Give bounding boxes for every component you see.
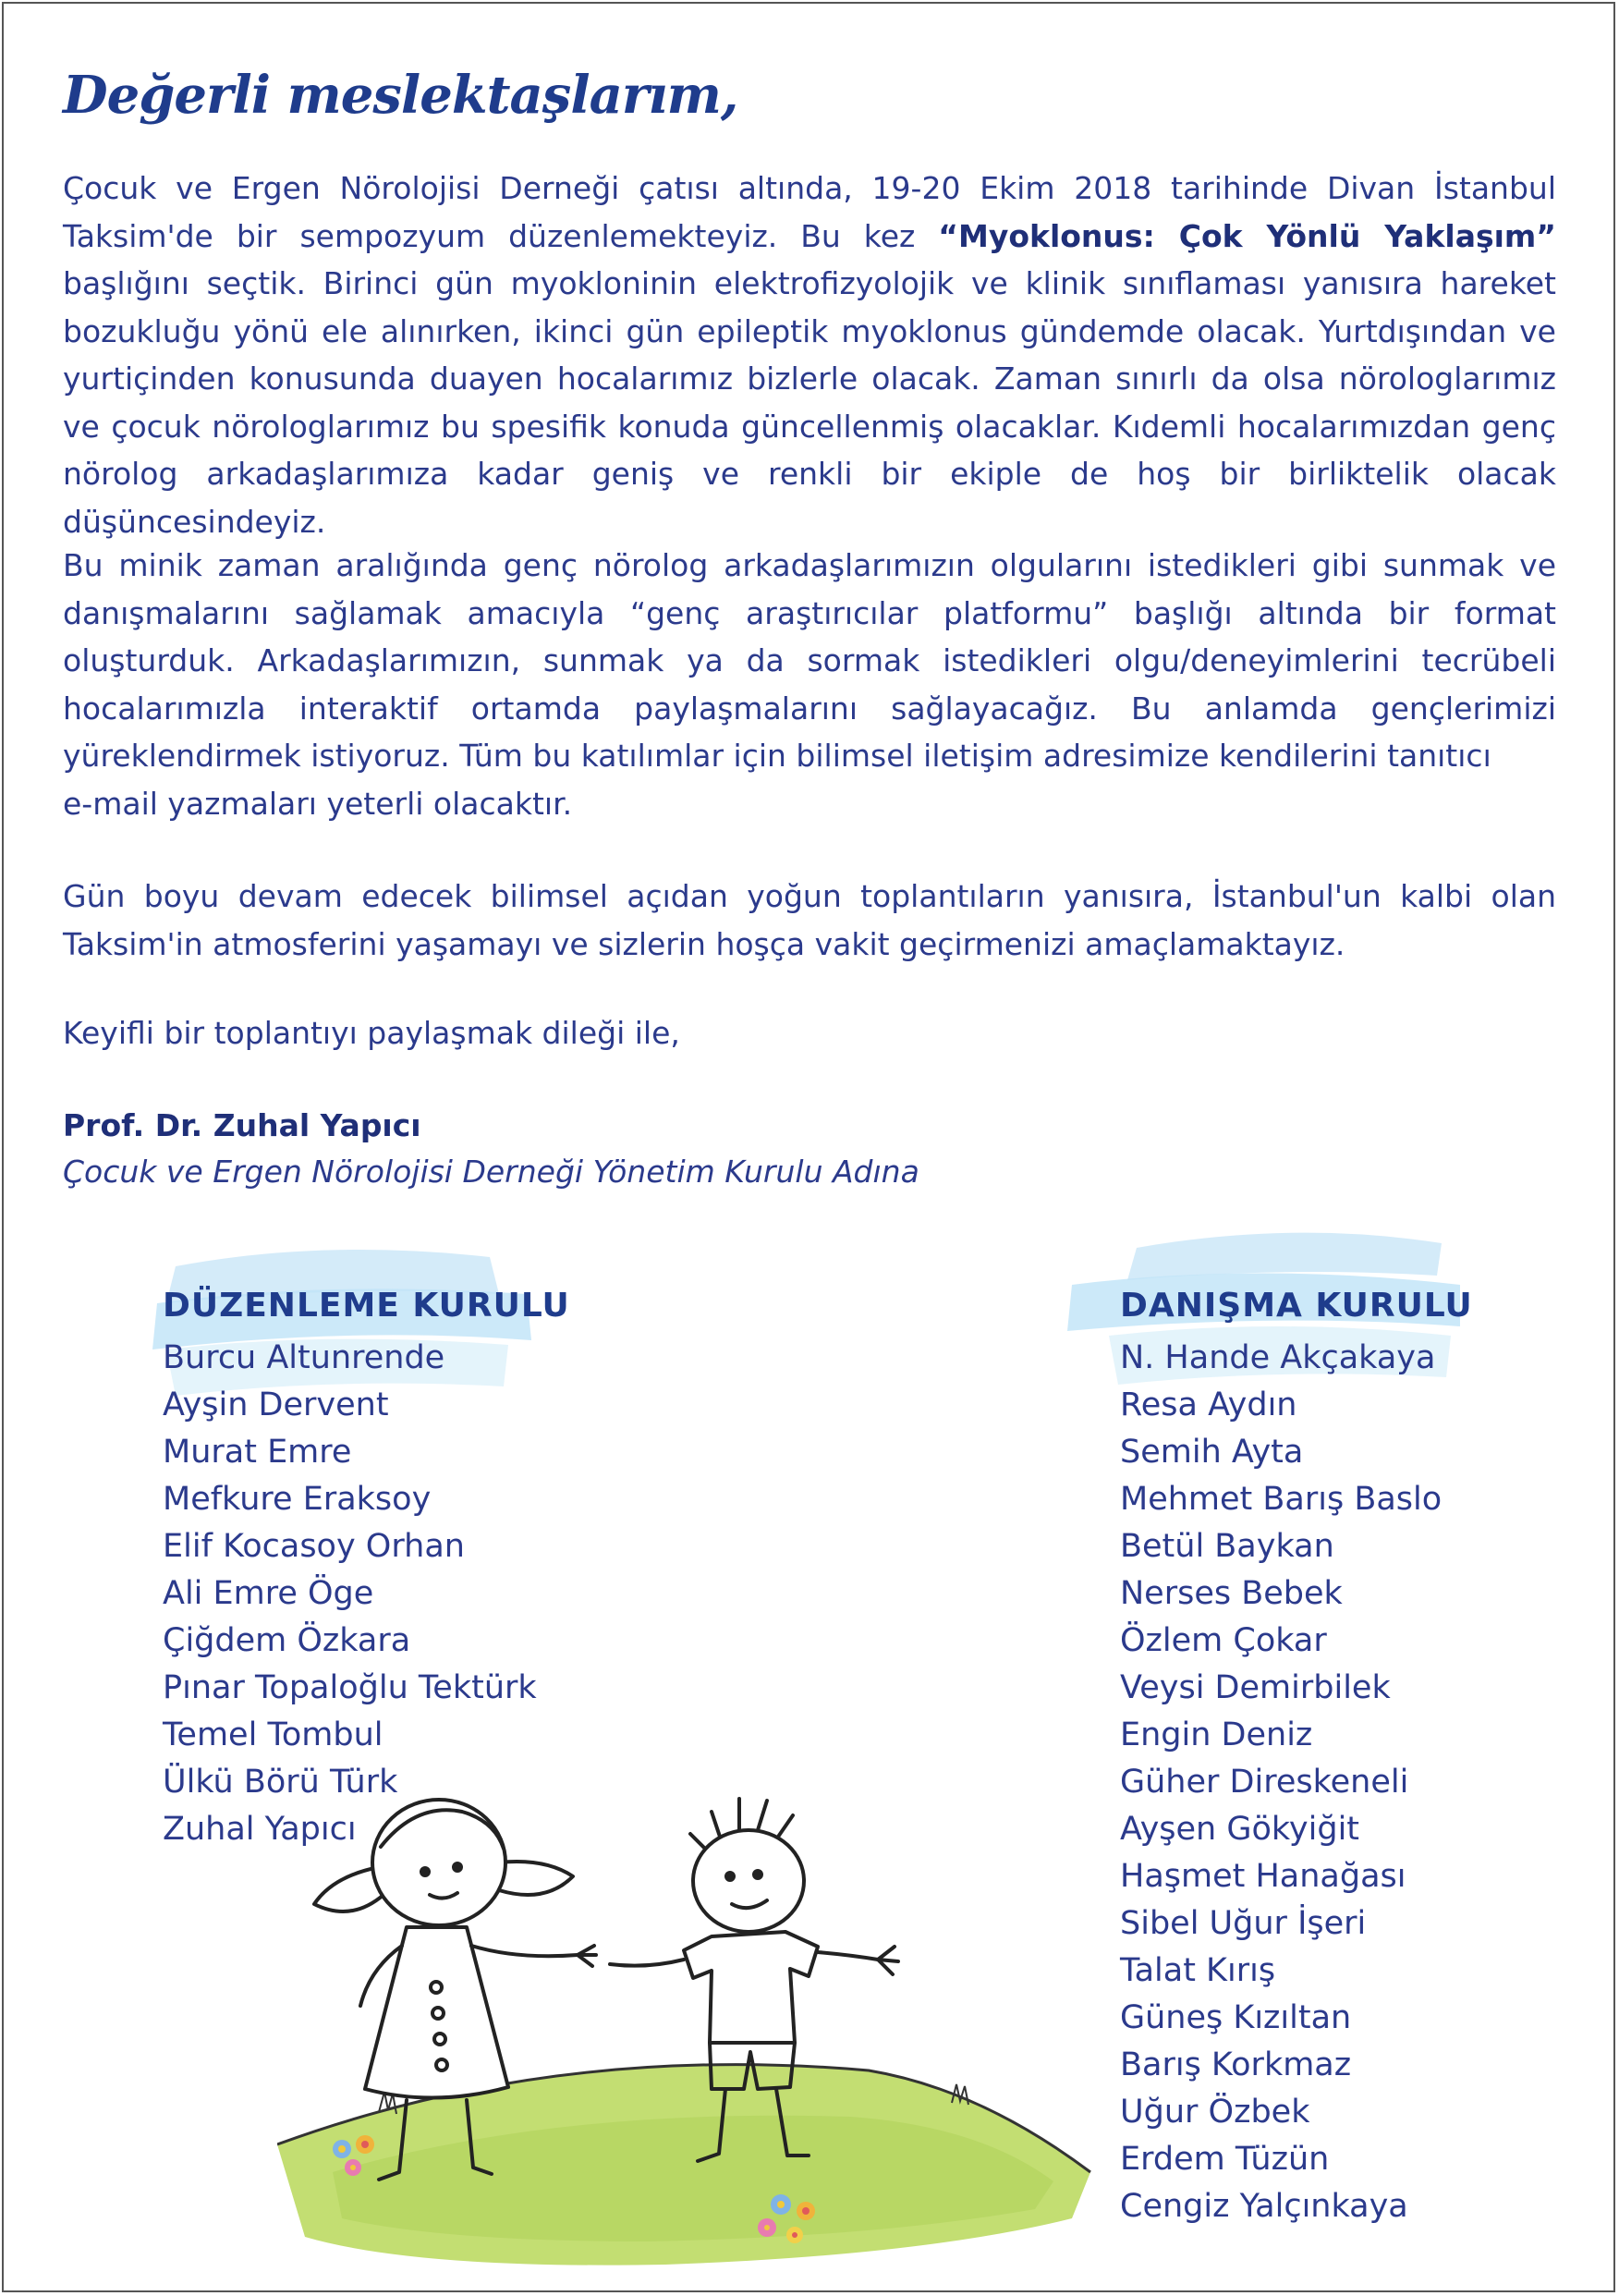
organizing-committee-heading: DÜZENLEME KURULU xyxy=(163,1287,570,1325)
organizing-committee-member: Elif Kocasoy Orhan xyxy=(163,1528,465,1565)
advisory-committee-heading: DANIŞMA KURULU xyxy=(1120,1287,1473,1325)
advisory-committee-member: Güher Direskeneli xyxy=(1120,1764,1409,1801)
letter-title: Değerli meslektaşlarım, xyxy=(63,65,738,126)
paragraph-intro-start: Çocuk ve Ergen Nörolojisi Derneği çatısı altında, 19-20 Ekim 2018 tarihinde Divan İstanbul Taksim'de bir sempozyum düzenlemekteyiz. Bu kez xyxy=(63,170,1556,254)
advisory-committee-member: Sibel Uğur İşeri xyxy=(1120,1905,1367,1942)
organizing-committee-member: Temel Tombul xyxy=(163,1716,383,1753)
organizing-committee-member: Pınar Topaloğlu Tektürk xyxy=(163,1669,537,1706)
advisory-committee-member: Uğur Özbek xyxy=(1120,2094,1310,2131)
paragraph-young-researchers-text: Bu minik zaman aralığında genç nörolog arkadaşlarımızın olgularını istedikleri gibi sunmak ve danışmalarını sağlamak amacıyla “genç araştırıcılar platformu” başlığı altında bir format oluşturduk. Arkadaşlarımızın, sunmak ya da sormak istedikleri olgu/deneyimlerini tecrübeli hocalarımızla interaktif ortamda paylaşmalarını sağlayacağız. Bu anlamda gençlerimizi yüreklendirmek istiyoruz. Tüm bu katılımlar için bilimsel iletişim adresimize kendilerini tanıtıcı xyxy=(63,547,1556,774)
advisory-committee-member: Barış Korkmaz xyxy=(1120,2046,1352,2083)
advisory-committee-member: N. Hande Akçakaya xyxy=(1120,1339,1436,1376)
advisory-committee-member: Nerses Bebek xyxy=(1120,1575,1343,1612)
advisory-committee-member: Haşmet Hanağası xyxy=(1120,1858,1406,1895)
organizing-committee-member: Ali Emre Öge xyxy=(163,1575,374,1612)
advisory-committee-member: Talat Kırış xyxy=(1120,1952,1276,1989)
signature-role: Çocuk ve Ergen Nörolojisi Derneği Yönetim Kurulu Adına xyxy=(63,1154,919,1190)
signature-name: Prof. Dr. Zuhal Yapıcı xyxy=(63,1107,421,1143)
paragraph-atmosphere: Gün boyu devam edecek bilimsel açıdan yoğun toplantıların yanısıra, İstanbul'un kalbi olan Taksim'in atmosferini yaşamayı ve sizlerin hoşça vakit geçirmenizi amaçlamaktayız. xyxy=(63,878,1556,962)
paragraph-young-researchers-end: e-mail yazmaları yeterli olacaktır. xyxy=(63,785,573,822)
advisory-committee-member: Cengiz Yalçınkaya xyxy=(1120,2188,1408,2225)
advisory-committee-member: Engin Deniz xyxy=(1120,1716,1313,1753)
organizing-committee-member: Ayşin Dervent xyxy=(163,1386,389,1423)
symposium-topic: “Myoklonus: Çok Yönlü Yaklaşım” xyxy=(938,217,1557,254)
paragraph-intro xyxy=(63,165,1556,545)
advisory-committee-member: Veysi Demirbilek xyxy=(1120,1669,1391,1706)
advisory-committee-member: Resa Aydın xyxy=(1120,1386,1297,1423)
advisory-committee-list xyxy=(1120,1335,1473,2230)
advisory-committee xyxy=(1120,1283,1473,2230)
paragraph-intro-end: başlığını seçtik. Birinci gün myokloninin elektrofizyolojik ve klinik sınıflaması yanısıra hareket bozukluğu yönü ele alınırken, ikinci gün epileptik myoklonus gündemde olacak. Yurtdışından ve yurtiçinden konusunda duayen hocalarımız bizlerle olacak. Zaman sınırlı da olsa nörologlarımız ve çocuk nörologlarımız bu spesifik konuda güncellenmiş olacaklar. Kıdemli hocalarımızdan genç nörolog arkadaşlarımıza kadar geniş ve renkli bir ekiple de hoş bir birliktelik olacak düşüncesindeyiz. xyxy=(63,265,1556,540)
organizing-committee-member: Çiğdem Özkara xyxy=(163,1622,411,1659)
advisory-committee-member: Erdem Tüzün xyxy=(1120,2141,1330,2178)
advisory-committee-member: Özlem Çokar xyxy=(1120,1622,1327,1659)
advisory-committee-member: Semih Ayta xyxy=(1120,1434,1304,1471)
advisory-committee-member: Ayşen Gökyiğit xyxy=(1120,1811,1360,1848)
closing-line: Keyifli bir toplantıyı paylaşmak dileği ile, xyxy=(63,1015,680,1051)
organizing-committee-member: Murat Emre xyxy=(163,1434,352,1471)
advisory-committee-member: Güneş Kızıltan xyxy=(1120,1999,1352,2036)
paragraph-young-researchers xyxy=(63,542,1556,827)
organizing-committee-member: Zuhal Yapıcı xyxy=(163,1811,357,1848)
organizing-committee-member: Burcu Altunrende xyxy=(163,1339,445,1376)
organizing-committee-member: Mefkure Eraksoy xyxy=(163,1481,432,1518)
advisory-committee-member: Betül Baykan xyxy=(1120,1528,1334,1565)
organizing-committee-member: Ülkü Börü Türk xyxy=(163,1764,398,1801)
advisory-committee-member: Mehmet Barış Baslo xyxy=(1120,1481,1442,1518)
children-illustration xyxy=(277,1738,1109,2274)
